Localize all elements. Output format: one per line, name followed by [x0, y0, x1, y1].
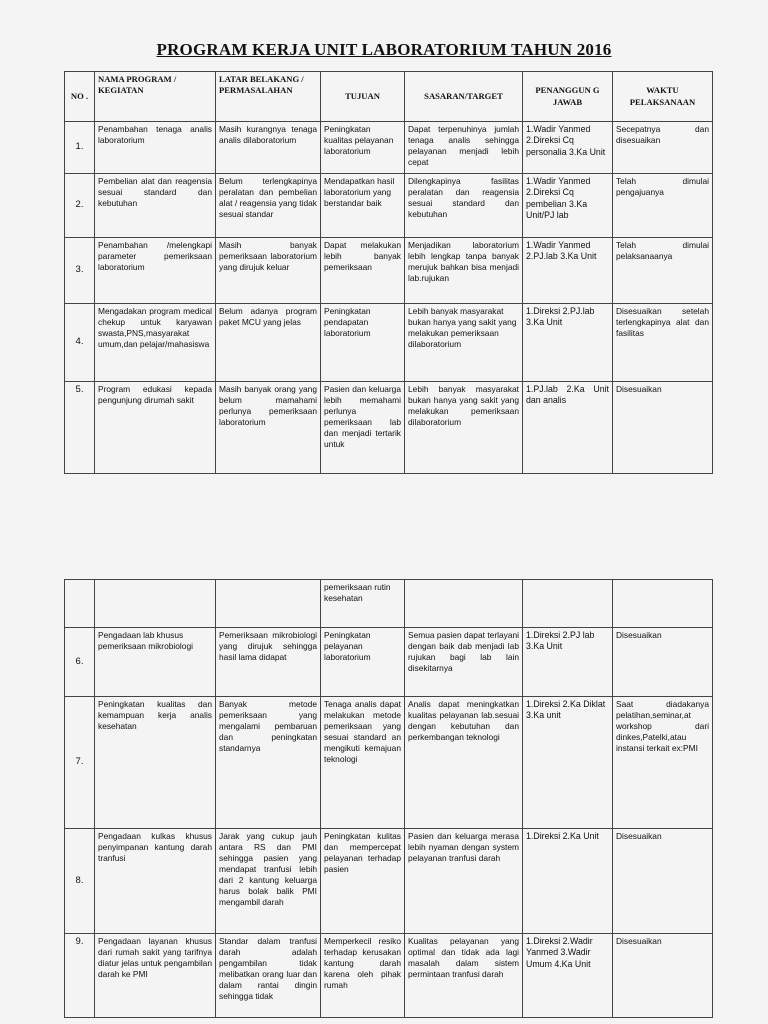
- cell-tujuan: Mendapatkan hasil laboratorium yang berstandar baik: [321, 174, 405, 238]
- program-table-page-1: [64, 71, 713, 474]
- cell-penanggung-jawab: 1.Direksi 2.Wadir Yanmed 3.Wadir Umum 4.Ka Unit: [523, 934, 613, 1018]
- table-row: [65, 174, 713, 238]
- cell-latar-belakang: Standar dalam tranfusi darah adalah pengambilan tidak melibatkan orang luar dan dalam rantai dingin sehingga tidak: [216, 934, 321, 1018]
- row-number: 5.: [65, 382, 95, 474]
- row-number: 1.: [65, 122, 95, 174]
- table-row-continuation: [65, 580, 713, 628]
- table-row: [65, 382, 713, 474]
- page-title: PROGRAM KERJA UNIT LABORATORIUM TAHUN 2016: [156, 40, 612, 59]
- header-penanggung-jawab: PENANGGUN G JAWAB: [523, 72, 613, 122]
- table-header-row: [65, 72, 713, 122]
- cell-sasaran: Menjadikan laboratorium lebih lengkap tanpa banyak merujuk bahkan bisa menjadi lab.rujukan: [405, 238, 523, 304]
- cell-latar-belakang: Belum terlengkapinya peralatan dan pembelian alat / reagensia yang tidak sesuai standar: [216, 174, 321, 238]
- cell-nama-program: Pembelian alat dan reagensia sesuai standard dan kebutuhan: [95, 174, 216, 238]
- table-row: [65, 238, 713, 304]
- cell-penanggung-jawab: 1.Direksi 2.PJ.lab 3.Ka Unit: [523, 304, 613, 382]
- table-row: [65, 697, 713, 829]
- row-number: 7.: [65, 697, 95, 829]
- cell-nama-program: Pengadaan kulkas khusus penyimpanan kantung darah tranfusi: [95, 829, 216, 934]
- cell-tujuan: Peningkatan pelayanan laboratorium: [321, 628, 405, 697]
- cell-penanggung-jawab: 1.PJ.lab 2.Ka Unit dan analis: [523, 382, 613, 474]
- cell-waktu: Disesuaikan: [613, 382, 713, 474]
- cell-sasaran: Dilengkapinya fasilitas peralatan dan reagensia sesuai standard dan kebutuhan: [405, 174, 523, 238]
- program-table-page-2: [64, 579, 713, 1018]
- cell-penanggung-jawab: 1.Direksi 2.Ka Diklat 3.Ka unit: [523, 697, 613, 829]
- cell-waktu: Disesuaikan: [613, 628, 713, 697]
- table-row: [65, 304, 713, 382]
- cell-latar-belakang: Jarak yang cukup jauh antara RS dan PMI sehingga pasien yang mendapat tranfusi lebih dari 2 kantung keluarga harus bolak balik PMI mengambil darah: [216, 829, 321, 934]
- cell-nama-program: Program edukasi kepada pengunjung dirumah sakit: [95, 382, 216, 474]
- cell-tujuan: pemeriksaan rutin kesehatan: [321, 580, 405, 628]
- cell-nama-program: Peningkatan kualitas dan kemampuan kerja analis kesehatan: [95, 697, 216, 829]
- header-tujuan: TUJUAN: [321, 72, 405, 122]
- cell-waktu: Disesuaikan: [613, 934, 713, 1018]
- cell-latar-belakang: Banyak metode pemeriksaan yang mengalami pembaruan dan peningkatan standarnya: [216, 697, 321, 829]
- table-row: [65, 934, 713, 1018]
- cell-tujuan: Memperkecil resiko terhadap kerusakan kantung darah karena oleh pihak rumah: [321, 934, 405, 1018]
- cell-penanggung-jawab: [523, 580, 613, 628]
- header-sasaran: SASARAN/TARGET: [405, 72, 523, 122]
- cell-sasaran: Pasien dan keluarga merasa lebih nyaman dengan system pelayanan tranfusi darah: [405, 829, 523, 934]
- cell-nama-program: Pengadaan lab khusus pemeriksaan mikrobiologi: [95, 628, 216, 697]
- cell-penanggung-jawab: 1.Wadir Yanmed 2.PJ.lab 3.Ka Unit: [523, 238, 613, 304]
- cell-waktu: Telah dimulai pengajuanya: [613, 174, 713, 238]
- cell-latar-belakang: Masih kurangnya tenaga analis dilaboratorium: [216, 122, 321, 174]
- cell-nama-program: Mengadakan program medical chekup untuk karyawan swasta,PNS,masyarakat umum,dan pelajar/mahasiswa: [95, 304, 216, 382]
- row-number: 4.: [65, 304, 95, 382]
- cell-sasaran: Lebih banyak masyarakat bukan hanya yang sakit yang melakukan pemeriksaan dilaboratorium: [405, 304, 523, 382]
- cell-nama-program: Pengadaan layanan khusus dari rumah sakit yang tarifnya diatur jelas untuk pengambilan darah ke PMI: [95, 934, 216, 1018]
- cell-waktu: [613, 580, 713, 628]
- cell-waktu: Saat diadakanya pelatihan,seminar,at workshop dari dinkes,Patelki,atau instansi terkait ex:PMI: [613, 697, 713, 829]
- cell-penanggung-jawab: 1.Wadir Yanmed 2.Direksi Cq pembelian 3.Ka Unit/PJ lab: [523, 174, 613, 238]
- header-waktu: WAKTU PELAKSANAAN: [613, 72, 713, 122]
- cell-tujuan: Peningkatan pendapatan laboratorium: [321, 304, 405, 382]
- cell-sasaran: Analis dapat meningkatkan kualitas pelayanan lab.sesuai dengan kebutuhan dan perkembangan teknologi: [405, 697, 523, 829]
- header-nama-program: NAMA PROGRAM / KEGIATAN: [95, 72, 216, 122]
- cell-penanggung-jawab: 1.Direksi 2.Ka Unit: [523, 829, 613, 934]
- cell-sasaran: Semua pasien dapat terlayani dengan baik dab menjadi lab rujukan bagi lab lain disekitarnya: [405, 628, 523, 697]
- row-number: 2.: [65, 174, 95, 238]
- row-number: 8.: [65, 829, 95, 934]
- cell-latar-belakang: [216, 580, 321, 628]
- cell-nama-program: [95, 580, 216, 628]
- cell-sasaran: Kualitas pelayanan yang optimal dan tidak ada lagi masalah dalam sistem permintaan tranfusi darah: [405, 934, 523, 1018]
- cell-latar-belakang: Belum adanya program paket MCU yang jelas: [216, 304, 321, 382]
- cell-sasaran: Lebih banyak masyarakat bukan hanya yang sakit yang melakukan pemeriksaan dilaboratorium: [405, 382, 523, 474]
- cell-latar-belakang: Pemeriksaan mikrobiologi yang dirujuk sehingga hasil lama didapat: [216, 628, 321, 697]
- cell-nama-program: Penambahan tenaga analis laboratorium: [95, 122, 216, 174]
- header-latar-belakang: LATAR BELAKANG / PERMASALAHAN: [216, 72, 321, 122]
- cell-sasaran: [405, 580, 523, 628]
- cell-tujuan: Pasien dan keluarga lebih memahami perlunya pemeriksaan lab dan menjadi tertarik untuk: [321, 382, 405, 474]
- cell-waktu: Disesuaikan setelah terlengkapinya alat dan fasilitas: [613, 304, 713, 382]
- cell-latar-belakang: Masih banyak orang yang belum mamahami perlunya pemeriksaan laboratorium: [216, 382, 321, 474]
- cell-tujuan: Dapat melakukan lebih banyak pemeriksaan: [321, 238, 405, 304]
- cell-tujuan: Peningkatan kulitas dan mempercepat pelayanan terhadap pasien: [321, 829, 405, 934]
- cell-waktu: Secepatnya dan disesuaikan: [613, 122, 713, 174]
- cell-tujuan: Peningkatan kualitas pelayanan laboratorium: [321, 122, 405, 174]
- cell-nama-program: Penambahan /melengkapi parameter pemeriksaan laboratorium: [95, 238, 216, 304]
- row-number: 6.: [65, 628, 95, 697]
- cell-waktu: Disesuaikan: [613, 829, 713, 934]
- cell-penanggung-jawab: 1.Wadir Yanmed 2.Direksi Cq personalia 3.Ka Unit: [523, 122, 613, 174]
- row-number: [65, 580, 95, 628]
- cell-penanggung-jawab: 1.Direksi 2.PJ lab 3.Ka Unit: [523, 628, 613, 697]
- table-row: [65, 122, 713, 174]
- table-row: [65, 829, 713, 934]
- header-no: NO .: [65, 72, 95, 122]
- row-number: 9.: [65, 934, 95, 1018]
- cell-sasaran: Dapat terpenuhinya jumlah tenaga analis sehingga pelayanan menjadi lebih cepat: [405, 122, 523, 174]
- cell-tujuan: Tenaga analis dapat melakukan metode pemeriksaan yang sesuai standard an mengikuti kemajuan teknologi: [321, 697, 405, 829]
- cell-waktu: Telah dimulai pelaksanaanya: [613, 238, 713, 304]
- table-row: [65, 628, 713, 697]
- cell-latar-belakang: Masih banyak pemeriksaan laboratorium yang dirujuk keluar: [216, 238, 321, 304]
- row-number: 3.: [65, 238, 95, 304]
